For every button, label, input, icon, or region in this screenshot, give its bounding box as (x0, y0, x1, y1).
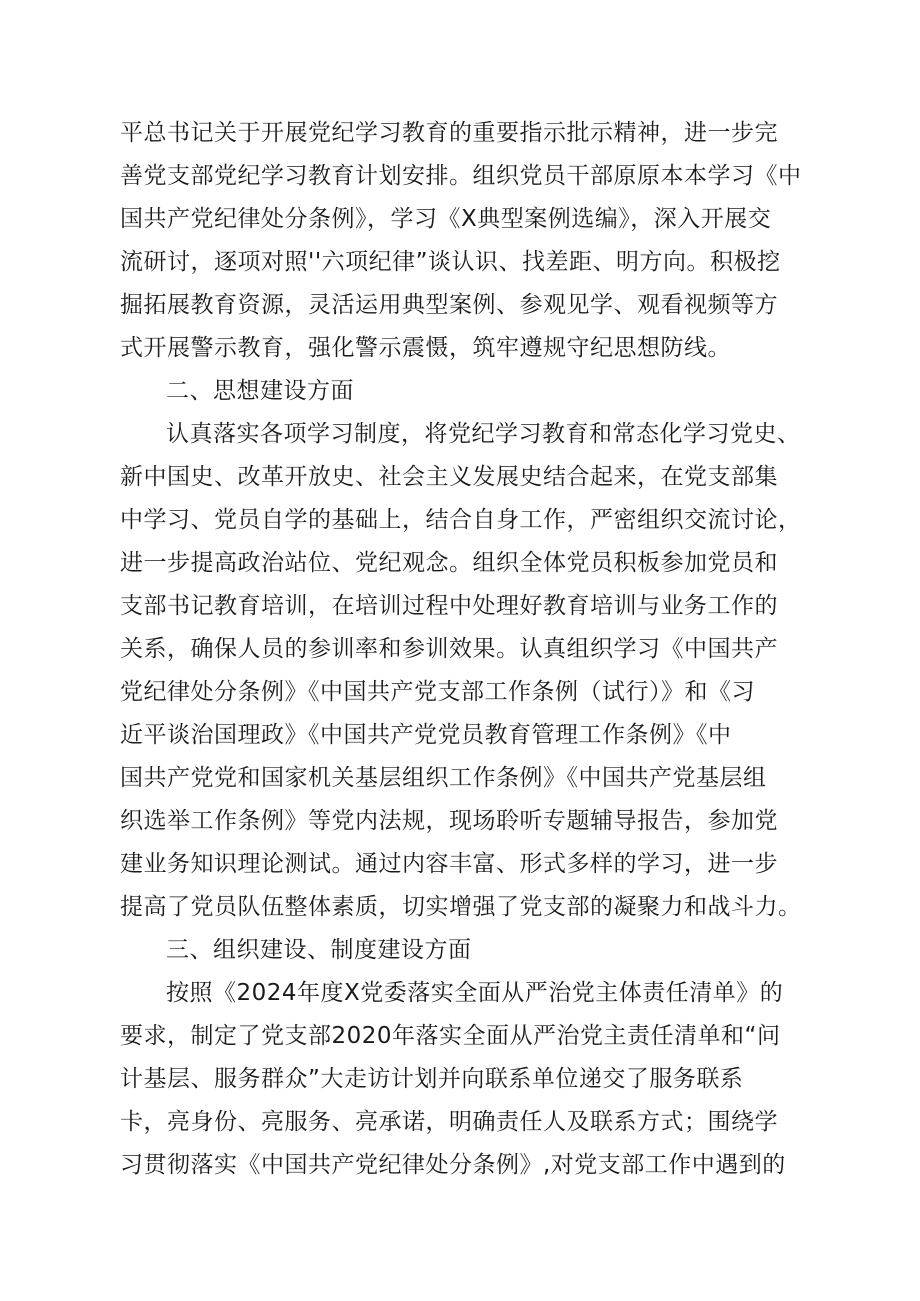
text-line: 按照《2024年度X党委落实全面从严治党主体责任清单》的 (166, 980, 784, 1006)
text-line: 二、思想建设方面 (166, 378, 354, 404)
text-line: 流研讨，逐项对照''六项纪律”谈认识、找差距、明方向。积极挖 (120, 249, 781, 275)
text-line: 新中国史、改革开放史、社会主义发展史结合起来，在党支部集 (120, 464, 778, 490)
text-line: 织选举工作条例》等党内法规，现场聆听专题辅导报告，参加党 (120, 808, 778, 834)
text-line: 掘拓展教育资源，灵活运用典型案例、参观见学、观看视频等方 (120, 292, 778, 318)
text-line: 中学习、党员自学的基础上，结合自身工作，严密组织交流讨论， (120, 507, 802, 533)
document-body (120, 112, 820, 1187)
text-line: 式开展警示教育，强化警示震慑，筑牢遵规守纪思想防线。 (120, 335, 731, 361)
text-line: 党纪律处分条例》《中国共产党支部工作条例（试行）》和《习 (120, 679, 755, 705)
text-line: 国共产党党和国家机关基层组织工作条例》《中国共产党基层组 (120, 765, 767, 791)
text-line: 关系，确保人员的参训率和参训效果。认真组织学习《中国共产 (120, 636, 778, 662)
text-line: 要求，制定了党支部2020年落实全面从严治党主责任清单和“问 (120, 1023, 781, 1049)
text-line: 支部书记教育培训，在培训过程中处理好教育培训与业务工作的 (120, 593, 778, 619)
text-line: 卡，亮身份、亮服务、亮承诺，明确责任人及联系方式；围绕学 (120, 1109, 778, 1135)
text-line: 善党支部党纪学习教育计划安排。组织党员干部原原本本学习《中 (120, 163, 802, 189)
text-line: 平总书记关于开展党纪学习教育的重要指示批示精神，进一步完 (120, 120, 778, 146)
text-line: 认真落实各项学习制度，将党纪学习教育和常态化学习党史、 (166, 421, 801, 447)
text-line: 计基层、服务群众”大走访计划并向联系单位递交了服务联系 (120, 1066, 744, 1092)
text-line: 进一步提高政治站位、党纪观念。组织全体党员积板参加党员和 (120, 550, 778, 576)
text-line: 三、组织建设、制度建设方面 (166, 937, 472, 963)
text-line: 提高了党员队伍整体素质，切实增强了党支部的凝聚力和战斗力。 (120, 894, 802, 920)
text-line: 习贯彻落实《中国共产党纪律处分条例》,对党支部工作中遇到的 (120, 1152, 786, 1178)
text-line: 国共产党纪律处分条例》，学习《X典型案例选编》，深入开展交 (120, 206, 772, 232)
text-line: 近平谈治国理政》《中国共产党党员教育管理工作条例》《中 (120, 722, 732, 748)
text-line: 建业务知识理论测试。通过内容丰富、形式多样的学习，进一步 (120, 851, 778, 877)
